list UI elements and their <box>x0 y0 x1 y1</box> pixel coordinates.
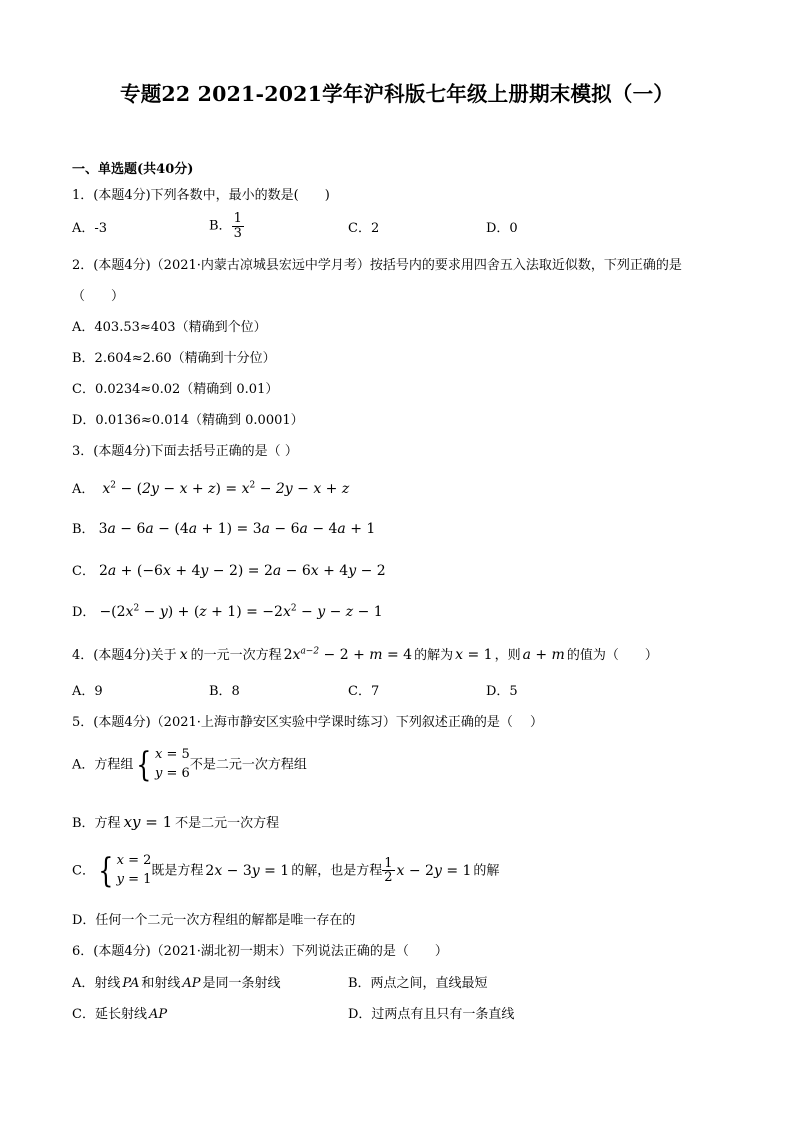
q1-option-c: C．2 <box>348 221 380 236</box>
section-heading: 一、单选题(共40分) <box>72 162 194 177</box>
q1-option-b: B． $\frac{1}{3}$ <box>209 211 242 241</box>
q4-stem: 4．(本题4分)关于 x 的一元一次方程 $2x^{a-2} - 2 + m = 4$ 的解为 x = 1 ，则 a + m 的值为（ ） <box>72 646 658 663</box>
q4-option-a: A．9 <box>72 684 103 699</box>
q6-option-c: C．延长射线 AP <box>72 1007 168 1022</box>
q1-option-d: D．0 <box>486 221 518 236</box>
q3-option-d: D． $-(2x^2 - y) + (z + 1) = -2x^2 - y - z - 1$ <box>72 603 383 620</box>
q3-option-b: B． 3a − 6a − (4a + 1) = 3a − 6a − 4a + 1 <box>72 521 376 537</box>
q4-option-b: B．8 <box>209 684 240 699</box>
q2-option-d: D．0.0136≈0.014（精确到 0.0001） <box>72 413 304 428</box>
q2-stem-paren: （ ） <box>72 289 125 304</box>
q2-option-a: A．403.53≈403（精确到个位） <box>72 320 267 335</box>
q2-option-c: C．0.0234≈0.02（精确到 0.01） <box>72 382 279 397</box>
q6-option-d: D．过两点有且只有一条直线 <box>348 1007 515 1022</box>
q4-option-d: D．5 <box>486 684 518 699</box>
q1-fraction: $\frac{1}{3}$ <box>233 211 242 241</box>
q3-option-a: A． $x^2 - (2y - x + z) = x^2 - 2y - x + z$ <box>72 480 350 497</box>
page-title: 专题22 2021-2021学年沪科版七年级上册期末模拟（一） <box>120 82 674 106</box>
q3-option-c: C． 2a + (−6x + 4y − 2) = 2a − 6x + 4y − 2 <box>72 563 386 579</box>
q2-option-b: B．2.604≈2.60（精确到十分位） <box>72 351 276 366</box>
q2-stem: 2．(本题4分)（2021·内蒙古凉城县宏远中学月考）按括号内的要求用四舍五入法取近似数，下列正确的是 <box>72 258 682 273</box>
q6-option-a: A．射线 PA 和射线 AP 是同一条射线 <box>72 976 281 991</box>
q5-option-b: B．方程 xy = 1 不是二元一次方程 <box>72 813 280 831</box>
q4-option-c: C．7 <box>348 684 380 699</box>
q6-stem: 6．(本题4分)（2021·湖北初一期末）下列说法正确的是（ ） <box>72 944 448 959</box>
q6-option-b: B．两点之间，直线最短 <box>348 976 488 991</box>
q5-option-d: D．任何一个二元一次方程组的解都是唯一存在的 <box>72 913 356 928</box>
q3-stem: 3．(本题4分)下面去括号正确的是（ ） <box>72 444 298 459</box>
q1-stem: 1．(本题4分)下列各数中，最小的数是( ) <box>72 188 330 203</box>
q1-option-a: A．-3 <box>72 221 108 236</box>
q5-stem: 5．(本题4分)（2021·上海市静安区实验中学课时练习）下列叙述正确的是（ ） <box>72 715 544 730</box>
q5-option-a: A．方程组{ x = 5 y = 6不是二元一次方程组 <box>72 744 307 785</box>
q5-option-c: C．{ x = 2 y = 1既是方程 2x − 3y = 1 的解，也是方程 $\frac{1}{2}$ x − 2y = 1 的解 <box>72 850 500 891</box>
